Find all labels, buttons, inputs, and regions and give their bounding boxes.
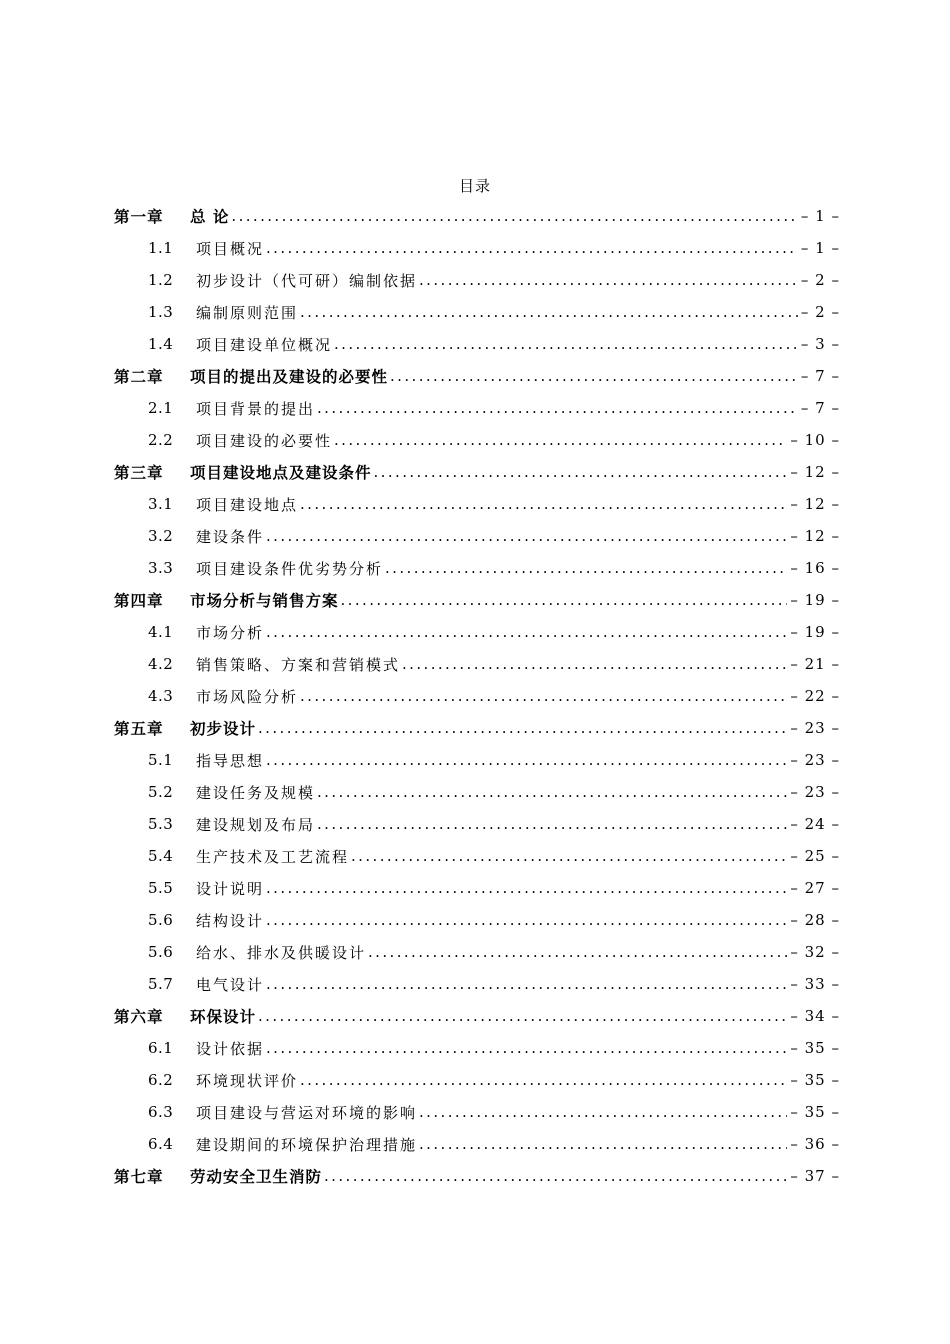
toc-section-entry[interactable] — [114, 328, 840, 360]
toc-section-entry[interactable] — [114, 488, 840, 520]
toc-entry-number: 5.5 — [148, 879, 174, 897]
toc-entry-label: 电气设计 — [196, 975, 265, 994]
toc-dot-leader — [266, 1039, 787, 1057]
toc-entry-page-number: – 7 – — [800, 367, 840, 385]
toc-entry-page-number: – 19 – — [790, 623, 840, 641]
toc-dot-leader — [258, 1007, 787, 1025]
toc-entry-page-number: – 36 – — [790, 1135, 840, 1153]
toc-dot-leader — [266, 975, 787, 993]
toc-entry-page-number: – 16 – — [790, 559, 840, 577]
toc-entry-label: 项目背景的提出 — [196, 399, 316, 418]
toc-section-entry[interactable] — [114, 552, 840, 584]
toc-entry-number: 6.2 — [148, 1071, 174, 1089]
toc-entry-page-number: – 12 – — [790, 527, 840, 545]
toc-entry-number: 第五章 — [114, 719, 164, 738]
toc-entry-page-number: – 23 – — [790, 783, 840, 801]
toc-entry-number: 1.4 — [148, 335, 174, 353]
toc-section-entry[interactable] — [114, 904, 840, 936]
toc-entry-page-number: – 10 – — [790, 431, 840, 449]
toc-section-entry[interactable] — [114, 1128, 840, 1160]
toc-section-entry[interactable] — [114, 680, 840, 712]
toc-entry-label: 设计依据 — [196, 1039, 265, 1058]
toc-dot-leader — [351, 847, 787, 865]
toc-chapter-entry[interactable] — [114, 456, 840, 488]
toc-dot-leader — [266, 751, 787, 769]
toc-entry-page-number: – 12 – — [790, 495, 840, 513]
toc-entry-number: 3.3 — [148, 559, 174, 577]
toc-entry-number: 第六章 — [114, 1007, 164, 1026]
toc-entry-number: 2.1 — [148, 399, 174, 417]
toc-entry-label: 项目建设地点及建设条件 — [190, 463, 372, 482]
toc-entry-label: 项目建设单位概况 — [196, 335, 333, 354]
toc-dot-leader — [334, 431, 787, 449]
toc-dot-leader — [317, 783, 787, 801]
toc-dot-leader — [317, 399, 798, 417]
toc-chapter-entry[interactable] — [114, 712, 840, 744]
toc-entry-page-number: – 37 – — [790, 1167, 840, 1185]
toc-dot-leader — [317, 815, 787, 833]
toc-entry-label: 生产技术及工艺流程 — [196, 847, 350, 866]
toc-entry-label: 编制原则范围 — [196, 303, 299, 322]
toc-dot-leader — [419, 1135, 787, 1153]
toc-entry-number: 5.1 — [148, 751, 174, 769]
toc-entry-number: 第七章 — [114, 1167, 164, 1186]
toc-entry-number: 5.6 — [148, 943, 174, 961]
toc-entry-number: 4.3 — [148, 687, 174, 705]
toc-dot-leader — [300, 303, 798, 321]
toc-entry-label: 初步设计 — [190, 719, 257, 738]
toc-section-entry[interactable] — [114, 968, 840, 1000]
toc-entry-number: 6.3 — [148, 1103, 174, 1121]
toc-entry-page-number: – 35 – — [790, 1071, 840, 1089]
toc-entry-page-number: – 32 – — [790, 943, 840, 961]
toc-dot-leader — [266, 623, 787, 641]
toc-entry-number: 6.4 — [148, 1135, 174, 1153]
toc-list — [114, 200, 840, 1192]
toc-entry-number: 第一章 — [114, 207, 164, 226]
toc-section-entry[interactable] — [114, 264, 840, 296]
toc-entry-label: 建设期间的环境保护治理措施 — [196, 1135, 418, 1154]
toc-entry-label: 建设条件 — [196, 527, 265, 546]
toc-dot-leader — [266, 239, 798, 257]
toc-entry-page-number: – 22 – — [790, 687, 840, 705]
toc-section-entry[interactable] — [114, 776, 840, 808]
toc-entry-page-number: – 24 – — [790, 815, 840, 833]
toc-section-entry[interactable] — [114, 232, 840, 264]
toc-dot-leader — [419, 1103, 787, 1121]
toc-entry-label: 销售策略、方案和营销模式 — [196, 655, 401, 674]
toc-entry-label: 市场风险分析 — [196, 687, 299, 706]
toc-entry-page-number: – 34 – — [790, 1007, 840, 1025]
toc-section-entry[interactable] — [114, 296, 840, 328]
toc-section-entry[interactable] — [114, 744, 840, 776]
toc-section-entry[interactable] — [114, 840, 840, 872]
toc-entry-number: 1.2 — [148, 271, 174, 289]
toc-entry-label: 项目概况 — [196, 239, 265, 258]
toc-entry-page-number: – 2 – — [800, 271, 840, 289]
toc-entry-label: 建设任务及规模 — [196, 783, 316, 802]
toc-section-entry[interactable] — [114, 1064, 840, 1096]
toc-entry-label: 设计说明 — [196, 879, 265, 898]
toc-entry-label: 环境现状评价 — [196, 1071, 299, 1090]
toc-section-entry[interactable] — [114, 424, 840, 456]
toc-dot-leader — [266, 911, 787, 929]
toc-entry-label: 建设规划及布局 — [196, 815, 316, 834]
toc-dot-leader — [231, 207, 798, 225]
toc-entry-page-number: – 33 – — [790, 975, 840, 993]
toc-dot-leader — [385, 559, 787, 577]
toc-entry-number: 5.4 — [148, 847, 174, 865]
toc-entry-number: 第二章 — [114, 367, 164, 386]
toc-entry-page-number: – 19 – — [790, 591, 840, 609]
toc-dot-leader — [300, 495, 787, 513]
toc-entry-page-number: – 23 – — [790, 751, 840, 769]
toc-entry-page-number: – 35 – — [790, 1039, 840, 1057]
toc-entry-page-number: – 23 – — [790, 719, 840, 737]
toc-dot-leader — [390, 367, 798, 385]
toc-entry-page-number: – 21 – — [790, 655, 840, 673]
toc-entry-page-number: – 25 – — [790, 847, 840, 865]
toc-entry-number: 4.1 — [148, 623, 174, 641]
toc-dot-leader — [258, 719, 787, 737]
toc-section-entry[interactable] — [114, 392, 840, 424]
toc-chapter-entry[interactable] — [114, 1000, 840, 1032]
toc-section-entry[interactable] — [114, 872, 840, 904]
toc-entry-page-number: – 35 – — [790, 1103, 840, 1121]
toc-section-entry[interactable] — [114, 936, 840, 968]
toc-entry-label: 项目建设条件优劣势分析 — [196, 559, 384, 578]
toc-chapter-entry[interactable] — [114, 584, 840, 616]
toc-entry-label: 项目的提出及建设的必要性 — [190, 367, 389, 386]
toc-dot-leader — [266, 879, 787, 897]
toc-entry-page-number: – 3 – — [800, 335, 840, 353]
toc-section-entry[interactable] — [114, 1096, 840, 1128]
toc-entry-label: 项目建设与营运对环境的影响 — [196, 1103, 418, 1122]
toc-dot-leader — [368, 943, 787, 961]
toc-dot-leader — [374, 463, 788, 481]
toc-chapter-entry[interactable] — [114, 360, 840, 392]
toc-dot-leader — [266, 527, 787, 545]
toc-entry-page-number: – 1 – — [800, 239, 840, 257]
toc-entry-label: 初步设计（代可研）编制依据 — [196, 271, 418, 290]
toc-entry-label: 给水、排水及供暖设计 — [196, 943, 367, 962]
toc-entry-label: 结构设计 — [196, 911, 265, 930]
toc-entry-label: 市场分析与销售方案 — [190, 591, 339, 610]
toc-section-entry[interactable] — [114, 648, 840, 680]
toc-entry-page-number: – 1 – — [800, 207, 840, 225]
toc-entry-number: 6.1 — [148, 1039, 174, 1057]
toc-dot-leader — [334, 335, 798, 353]
toc-entry-page-number: – 27 – — [790, 879, 840, 897]
toc-dot-leader — [402, 655, 787, 673]
toc-chapter-entry[interactable] — [114, 200, 840, 232]
toc-dot-leader — [324, 1167, 787, 1185]
toc-entry-number: 3.2 — [148, 527, 174, 545]
toc-entry-number: 5.3 — [148, 815, 174, 833]
toc-entry-number: 3.1 — [148, 495, 174, 513]
toc-chapter-entry[interactable] — [114, 1160, 840, 1192]
toc-entry-label: 项目建设的必要性 — [196, 431, 333, 450]
toc-entry-number: 5.7 — [148, 975, 174, 993]
toc-dot-leader — [341, 591, 788, 609]
toc-entry-number: 4.2 — [148, 655, 174, 673]
toc-section-entry[interactable] — [114, 616, 840, 648]
toc-entry-label: 指导思想 — [196, 751, 265, 770]
toc-entry-number: 第四章 — [114, 591, 164, 610]
toc-entry-number: 2.2 — [148, 431, 174, 449]
toc-entry-label: 市场分析 — [196, 623, 265, 642]
toc-section-entry[interactable] — [114, 1032, 840, 1064]
toc-entry-page-number: – 28 – — [790, 911, 840, 929]
toc-section-entry[interactable] — [114, 808, 840, 840]
toc-dot-leader — [300, 687, 787, 705]
toc-entry-label: 劳动安全卫生消防 — [190, 1167, 323, 1186]
toc-entry-number: 第三章 — [114, 463, 164, 482]
toc-entry-page-number: – 12 – — [790, 463, 840, 481]
toc-entry-page-number: – 2 – — [800, 303, 840, 321]
toc-entry-label: 环保设计 — [190, 1007, 257, 1026]
toc-entry-label: 总 论 — [190, 207, 230, 226]
toc-entry-number: 5.2 — [148, 783, 174, 801]
toc-title: 目录 — [458, 177, 491, 195]
toc-entry-label: 项目建设地点 — [196, 495, 299, 514]
toc-entry-number: 1.3 — [148, 303, 174, 321]
toc-entry-number: 5.6 — [148, 911, 174, 929]
toc-section-entry[interactable] — [114, 520, 840, 552]
toc-entry-number: 1.1 — [148, 239, 174, 257]
toc-dot-leader — [419, 271, 798, 289]
toc-dot-leader — [300, 1071, 787, 1089]
toc-entry-page-number: – 7 – — [800, 399, 840, 417]
